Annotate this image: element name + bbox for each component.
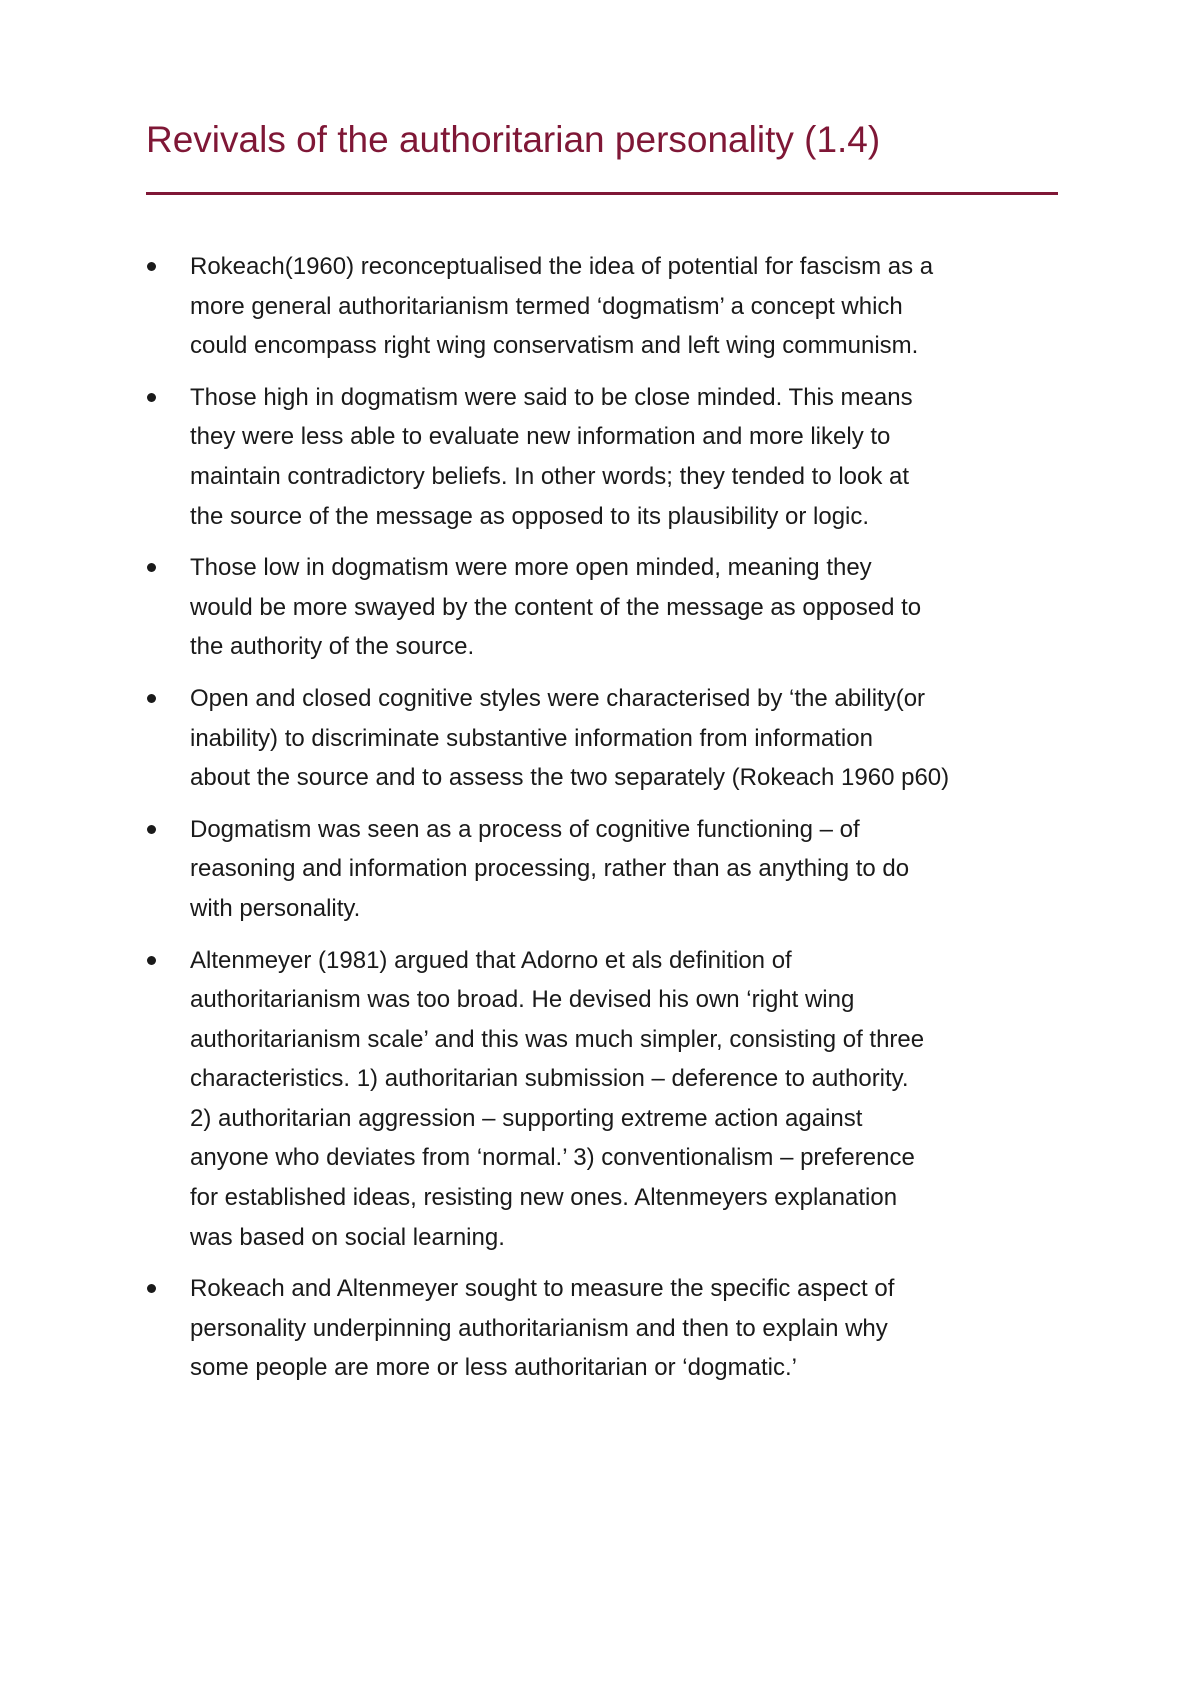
bullet-text-line: more general authoritarianism termed ‘dogmatism’ a concept which bbox=[190, 292, 903, 320]
bullet-dot-icon bbox=[147, 694, 156, 703]
bullet-dot-icon bbox=[147, 393, 156, 402]
bullet-text-line: Open and closed cognitive styles were characterised by ‘the ability(or bbox=[190, 684, 926, 712]
bullet-text-line: characteristics. 1) authoritarian submission – deference to authority. bbox=[190, 1065, 909, 1093]
bullet-text-line: Altenmeyer (1981) argued that Adorno et als definition of bbox=[190, 946, 792, 974]
bullet-item bbox=[146, 679, 1066, 798]
bullet-text-line: reasoning and information processing, rather than as anything to do bbox=[190, 855, 910, 883]
bullet-text-line: Rokeach(1960) reconceptualised the idea of potential for fascism as a bbox=[190, 253, 934, 280]
bullet-text-line: could encompass right wing conservatism and left wing communism. bbox=[190, 332, 919, 360]
bullet-item bbox=[146, 810, 1066, 929]
bullet-text-line: with personality. bbox=[190, 894, 361, 922]
bullet-text-line: authoritarianism scale’ and this was much simpler, consisting of three bbox=[190, 1025, 925, 1053]
bullet-text-line: personality underpinning authoritarianism and then to explain why bbox=[190, 1314, 888, 1342]
bullet-text-line: Those high in dogmatism were said to be close minded. This means bbox=[190, 383, 913, 411]
bullet-text-line: anyone who deviates from ‘normal.’ 3) conventionalism – preference bbox=[190, 1144, 915, 1172]
bullet-text-line: authoritarianism was too broad. He devised his own ‘right wing bbox=[190, 986, 855, 1014]
bullet-text-line: the authority of the source. bbox=[190, 633, 475, 661]
bullet-item bbox=[146, 247, 1066, 366]
bullet-text-line: Dogmatism was seen as a process of cognitive functioning – of bbox=[190, 815, 860, 843]
bullet-text-line: 2) authoritarian aggression – supporting extreme action against bbox=[190, 1104, 863, 1132]
bullet-item bbox=[146, 1269, 1066, 1388]
bullet-dot-icon bbox=[147, 825, 156, 834]
bullet-text-line: the source of the message as opposed to its plausibility or logic. bbox=[190, 502, 870, 530]
bullet-item bbox=[146, 548, 1066, 667]
bullet-dot-icon bbox=[147, 1284, 156, 1293]
bullet-text-line: inability) to discriminate substantive information from information bbox=[190, 724, 873, 752]
title-underline-rule bbox=[146, 192, 1058, 195]
bullet-item bbox=[146, 941, 1066, 1258]
bullet-text-line: Rokeach and Altenmeyer sought to measure the specific aspect of bbox=[190, 1275, 895, 1303]
bullet-text-line: some people are more or less authoritarian or ‘dogmatic.’ bbox=[190, 1354, 797, 1382]
bullet-dot-icon bbox=[147, 262, 156, 271]
page-title: Revivals of the authoritarian personality (1.4) bbox=[146, 119, 881, 160]
bullet-text-line: for established ideas, resisting new ones. Altenmeyers explanation bbox=[190, 1184, 898, 1212]
bullet-list bbox=[146, 247, 1066, 1400]
bullet-item bbox=[146, 378, 1066, 536]
bullet-text-line: was based on social learning. bbox=[190, 1223, 505, 1251]
bullet-text-line: would be more swayed by the content of the message as opposed to bbox=[190, 593, 922, 621]
bullet-dot-icon bbox=[147, 563, 156, 572]
bullet-text-line: about the source and to assess the two separately (Rokeach 1960 p60) bbox=[190, 764, 950, 792]
bullet-text-line: Those low in dogmatism were more open minded, meaning they bbox=[190, 554, 872, 582]
bullet-text-line: they were less able to evaluate new information and more likely to bbox=[190, 423, 891, 451]
bullet-dot-icon bbox=[147, 956, 156, 965]
bullet-text-line: maintain contradictory beliefs. In other words; they tended to look at bbox=[190, 462, 910, 490]
